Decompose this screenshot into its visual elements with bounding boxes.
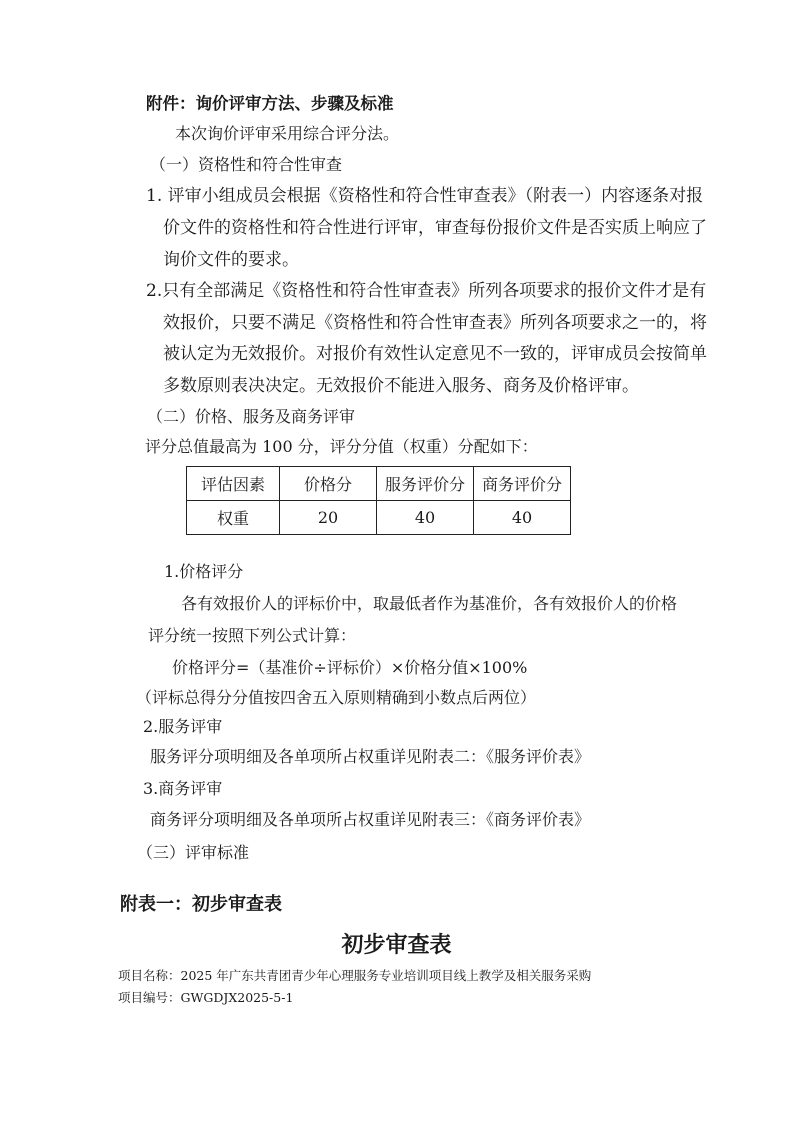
table-cell: 权重 [187, 501, 280, 535]
annex-title: 附件：询价评审方法、步骤及标准 [146, 94, 394, 113]
section3-heading: （三）评审标准 [137, 843, 250, 862]
project-name: 项目名称：2025 年广东共青团青少年心理服务专业培训项目线上教学及相关服务采购 [118, 968, 592, 983]
appendix1-title: 初步审查表 [341, 932, 452, 958]
table-header-cell: 商务评价分 [474, 467, 571, 501]
price-heading: 1.价格评分 [164, 562, 244, 581]
annex-intro: 本次询价评审采用综合评分法。 [175, 124, 400, 143]
section1-heading: （一）资格性和符合性审查 [150, 155, 343, 174]
score-intro: 评分总值最高为 100 分，评分分值（权重）分配如下： [145, 437, 538, 456]
price-text-line2: 评分统一按照下列公式计算： [148, 626, 357, 645]
item2-line2: 效报价，只要不满足《资格性和符合性审查表》所列各项要求之一的，将 [163, 313, 707, 333]
item2-line3: 被认定为无效报价。对报价有效性认定意见不一致的，评审成员会按简单 [163, 344, 707, 364]
business-text: 商务评分项明细及各单项所占权重详见附表三：《商务评价表》 [150, 810, 591, 829]
table-cell: 20 [280, 501, 377, 535]
appendix1-label: 附表一：初步审查表 [120, 894, 282, 915]
table-header-cell: 评估因素 [187, 467, 280, 501]
item1-line3: 询价文件的要求。 [163, 250, 299, 270]
table-cell: 40 [474, 501, 571, 535]
table-row [187, 501, 571, 535]
rounding-note: （评标总得分分值按四舍五入原则精确到小数点后两位） [136, 688, 537, 707]
item2-line4: 多数原则表决决定。无效报价不能进入服务、商务及价格评审。 [163, 376, 639, 396]
service-text: 服务评分项明细及各单项所占权重详见附表二：《服务评价表》 [150, 747, 591, 766]
table-header-cell: 价格分 [280, 467, 377, 501]
service-heading: 2.服务评审 [143, 717, 223, 736]
table-cell: 40 [377, 501, 474, 535]
item2-line1: 2.只有全部满足《资格性和符合性审查表》所列各项要求的报价文件才是有 [146, 281, 707, 301]
price-text-line1: 各有效报价人的评标价中，取最低者作为基准价，各有效报价人的价格 [181, 594, 678, 613]
score-weight-table [186, 466, 571, 535]
section2-heading: （二）价格、服务及商务评审 [147, 407, 356, 426]
item1-line2: 价文件的资格性和符合性进行评审，审查每份报价文件是否实质上响应了 [163, 218, 707, 238]
price-formula: 价格评分=（基准价÷评标价）×价格分值×100% [172, 658, 528, 677]
item1-line1: 1. 评审小组成员会根据《资格性和符合性审查表》（附表一）内容逐条对报 [146, 186, 704, 206]
project-code: 项目编号：GWGDJX2025-5-1 [118, 990, 294, 1005]
business-heading: 3.商务评审 [143, 779, 223, 798]
table-header-row [187, 467, 571, 501]
table-header-cell: 服务评价分 [377, 467, 474, 501]
